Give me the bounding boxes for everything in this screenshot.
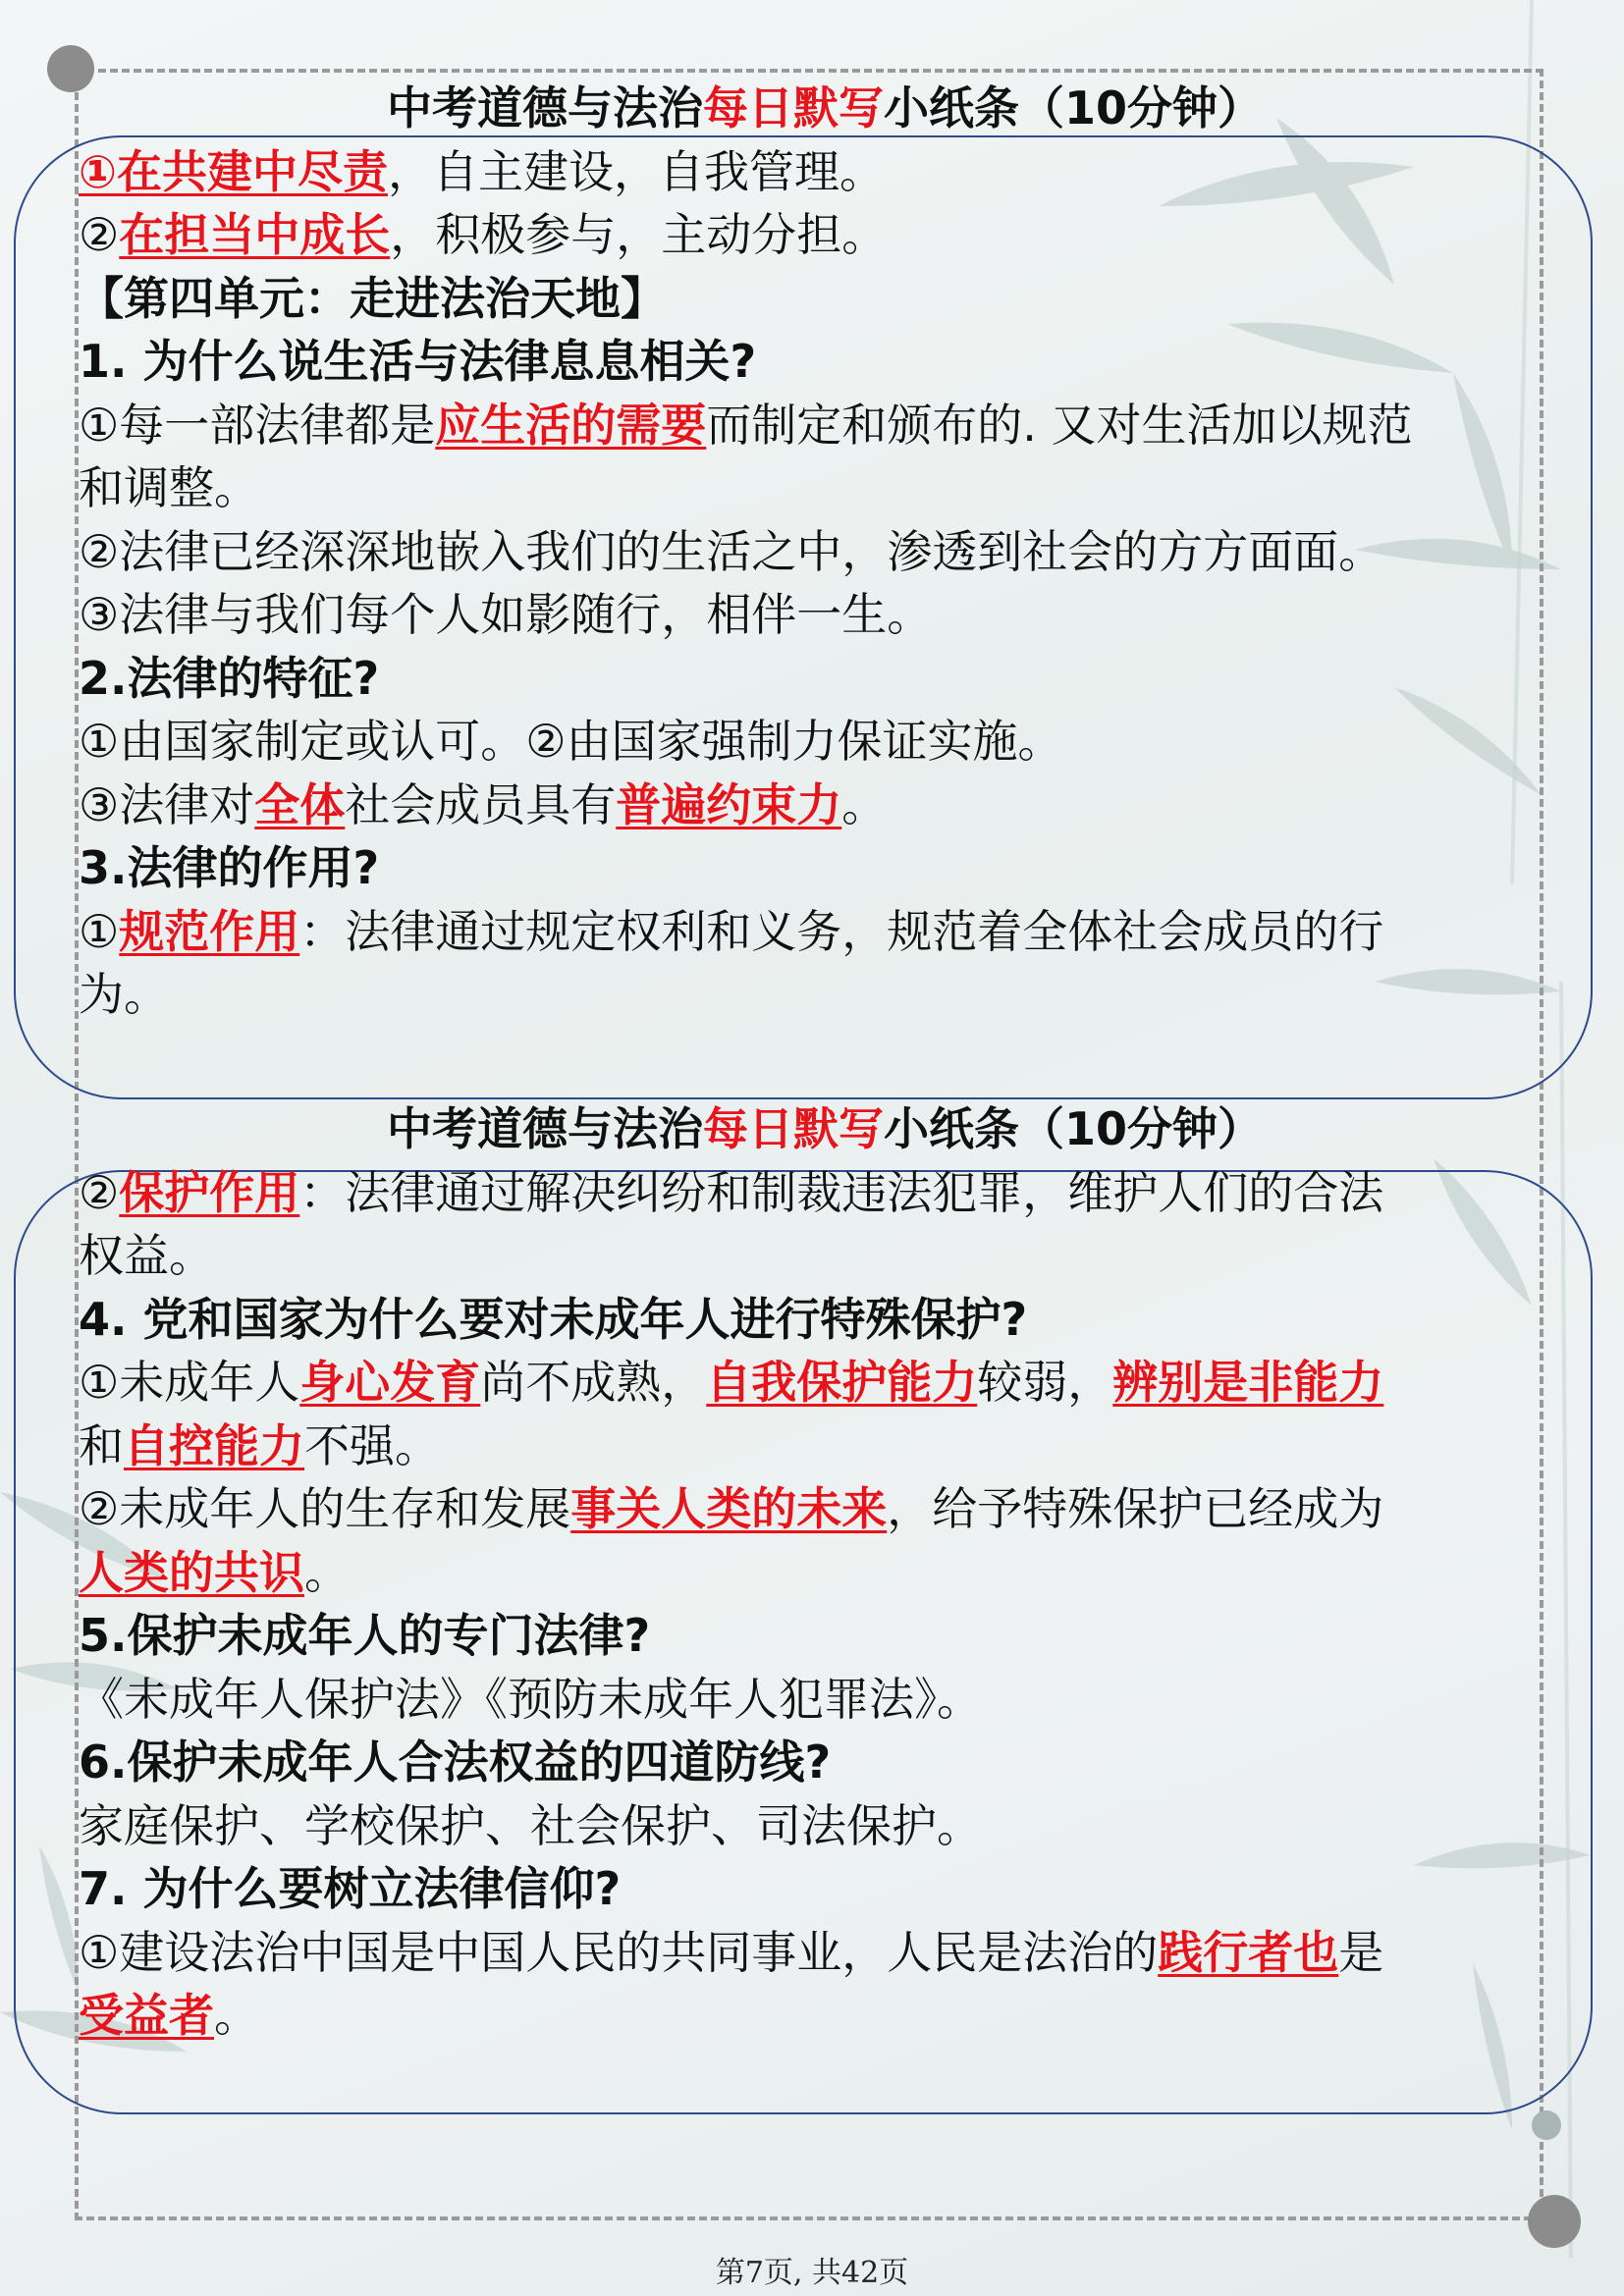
question-heading: 1. 为什么说生活与法律息息相关? — [79, 335, 757, 388]
slip-2-line: ②未成年人的生存和发展事关人类的未来，给予特殊保护已经成为 — [79, 1482, 1384, 1535]
page-number: 第7页, 共42页 — [715, 2256, 909, 2290]
question-heading: 4. 党和国家为什么要对未成年人进行特殊保护? — [79, 1292, 1028, 1346]
corner-dot-right-small — [1532, 2110, 1561, 2140]
question-heading: 3.法律的作用? — [79, 841, 380, 894]
slip-1-line: ②在担当中成长，积极参与，主动分担。 — [79, 208, 888, 261]
slip-1-line: ①每一部法律都是应生活的需要而制定和颁布的. 又对生活加以规范 — [79, 398, 1413, 452]
question-heading: 5.保护未成年人的专门法律? — [79, 1609, 651, 1662]
slip-1-line: ①在共建中尽责，自主建设，自我管理。 — [79, 144, 885, 198]
slip-1-title: 中考道德与法治每日默写小纸条（10分钟） — [386, 81, 1263, 134]
question-heading: 6.保护未成年人合法权益的四道防线? — [79, 1735, 832, 1789]
slip-1-line: ①规范作用：法律通过规定权利和义务，规范着全体社会成员的行 — [79, 904, 1384, 958]
slip-2 — [79, 1097, 1551, 2048]
question-heading: 2.法律的特征? — [79, 651, 380, 705]
corner-dot-bottom-right — [1528, 2195, 1581, 2248]
slip-1-line: ③法律对全体社会成员具有普遍约束力。 — [79, 777, 888, 831]
slip-2-title: 中考道德与法治每日默写小纸条（10分钟） — [386, 1102, 1263, 1155]
slip-1-line: ②法律已经深深地嵌入我们的生活之中，渗透到社会的方方面面。 — [79, 524, 1384, 578]
slip-2-line: 人类的共识。 — [79, 1545, 350, 1599]
slip-1-line: ①由国家制定或认可。②由国家强制力保证实施。 — [79, 715, 1063, 768]
unit-heading: 【第四单元：走进法治天地】 — [79, 271, 666, 325]
slip-2-line: 权益。 — [79, 1229, 214, 1282]
slip-2-line: ①未成年人身心发育尚不成熟，自我保护能力较弱，辨别是非能力 — [79, 1356, 1384, 1409]
slip-2-line: 受益者。 — [79, 1989, 259, 2042]
slip-2-line: ②保护作用：法律通过解决纠纷和制裁违法犯罪，维护人们的合法 — [79, 1165, 1384, 1219]
slip-1-line: 和调整。 — [79, 461, 259, 514]
slip-2-line: 家庭保护、学校保护、社会保护、司法保护。 — [79, 1798, 982, 1852]
slip-2-line: 《未成年人保护法》《预防未成年人犯罪法》。 — [79, 1672, 982, 1726]
slip-1-line: ③法律与我们每个人如影随行，相伴一生。 — [79, 588, 933, 641]
slip-2-line: ①建设法治中国是中国人民的共同事业，人民是法治的践行者也是 — [79, 1925, 1384, 1979]
slip-1-line: 为。 — [79, 968, 169, 1021]
slip-1 — [79, 77, 1551, 1027]
slip-2-line: 和自控能力不强。 — [79, 1418, 440, 1472]
question-heading: 7. 为什么要树立法律信仰? — [79, 1862, 622, 1915]
